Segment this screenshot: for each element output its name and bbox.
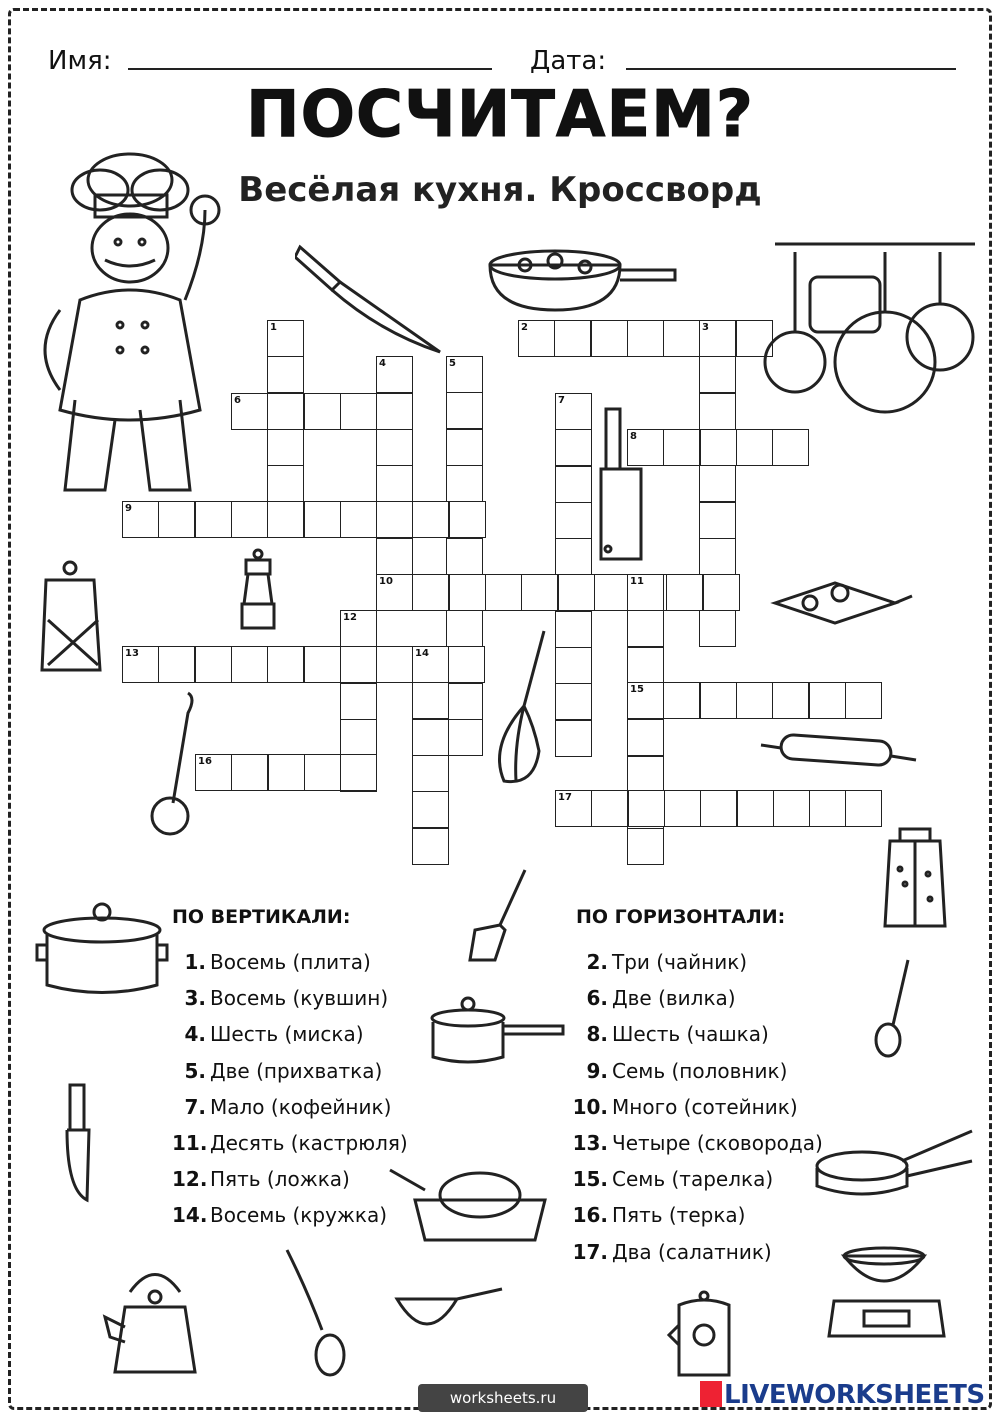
vertical-heading: ПО ВЕРТИКАЛИ: xyxy=(172,906,351,928)
date-field[interactable] xyxy=(626,68,956,70)
crossword-cell[interactable] xyxy=(628,790,665,827)
crossword-cell[interactable] xyxy=(158,646,195,683)
crossword-cell[interactable] xyxy=(555,466,592,503)
crossword-cell[interactable] xyxy=(195,646,232,683)
ladle-icon xyxy=(148,688,208,838)
vertical-clue xyxy=(172,1095,391,1119)
crossword-cell[interactable] xyxy=(703,574,740,611)
clue-text: Семь (половник) xyxy=(612,1058,788,1083)
crossword-cell[interactable] xyxy=(594,574,631,611)
kettle-icon xyxy=(100,1262,210,1382)
crossword-cell[interactable] xyxy=(412,719,449,756)
clue-text: Десять (кастрюля) xyxy=(210,1131,408,1155)
knife-small-icon xyxy=(62,1080,102,1205)
crossword-cell[interactable] xyxy=(376,646,413,683)
crossword-cell[interactable] xyxy=(663,682,700,719)
clue-text: Пять (терка) xyxy=(612,1203,746,1228)
chef-illustration xyxy=(20,150,230,500)
spatula-icon xyxy=(465,865,535,965)
clue-text: Шесть (миска) xyxy=(210,1022,364,1047)
vertical-clue xyxy=(172,1022,364,1046)
crossword-cell[interactable] xyxy=(304,646,341,683)
crossword-cell[interactable] xyxy=(521,574,558,611)
name-label: Имя: xyxy=(48,46,112,76)
rolling-pin-icon xyxy=(756,730,921,770)
footer-worksheets: worksheets.ru xyxy=(418,1384,588,1412)
date-label: Дата: xyxy=(530,46,607,76)
crossword-cell[interactable] xyxy=(412,682,449,719)
crossword-cell[interactable] xyxy=(700,682,737,719)
clue-number: 6. xyxy=(586,986,608,1011)
horizontal-clue xyxy=(572,1095,798,1119)
liveworksheets-label: LIVEWORKSHEETS xyxy=(724,1380,985,1410)
crossword-cell[interactable] xyxy=(446,392,483,429)
clue-number: 12. xyxy=(172,1167,208,1192)
crossword-cell[interactable] xyxy=(304,501,341,538)
oven-mitt-icon xyxy=(664,1290,744,1380)
crossword-cell[interactable] xyxy=(446,538,483,575)
vertical-clue xyxy=(172,1059,382,1083)
wok-icon xyxy=(485,245,680,315)
crossword-cell[interactable] xyxy=(446,429,483,466)
clue-number-13: 13 xyxy=(125,648,139,659)
crossword-cell[interactable] xyxy=(555,502,592,539)
crossword-cell[interactable] xyxy=(448,646,485,683)
crossword-cell[interactable] xyxy=(555,647,592,684)
crossword-cell[interactable] xyxy=(737,790,774,827)
sieve-icon xyxy=(392,1284,507,1339)
clue-text: Шесть (чашка) xyxy=(612,1022,769,1047)
liveworksheets-logo-icon xyxy=(700,1381,722,1407)
crossword-cell[interactable] xyxy=(554,320,591,357)
crossword-cell[interactable] xyxy=(158,501,195,538)
towel-icon xyxy=(38,560,103,680)
crossword-cell[interactable] xyxy=(340,646,377,683)
clue-number: 9. xyxy=(586,1058,608,1083)
clue-number-15: 15 xyxy=(630,684,644,695)
vertical-clue xyxy=(172,1167,350,1191)
roast-tray-icon xyxy=(385,1160,560,1250)
crossword-cell[interactable] xyxy=(627,719,664,756)
horizontal-clue xyxy=(572,1022,769,1046)
horizontal-clue xyxy=(572,1203,745,1227)
crossword-cell[interactable] xyxy=(555,611,592,648)
clue-number-14: 14 xyxy=(415,648,429,659)
crossword-cell[interactable] xyxy=(555,538,592,575)
clue-number: 13. xyxy=(572,1131,608,1155)
crossword-cell[interactable] xyxy=(627,756,664,793)
clue-text: Пять (ложка) xyxy=(210,1167,350,1192)
clue-number-9: 9 xyxy=(125,503,132,514)
footer-liveworksheets xyxy=(700,1380,985,1410)
crossword-cell[interactable] xyxy=(231,754,268,791)
vertical-clue xyxy=(172,986,388,1010)
clue-text: Восемь (кружка) xyxy=(210,1203,388,1228)
crossword-cell[interactable] xyxy=(376,465,413,502)
crossword-cell[interactable] xyxy=(267,356,304,393)
crossword-cell[interactable] xyxy=(591,790,628,827)
crossword-cell[interactable] xyxy=(376,538,413,575)
crossword-cell[interactable] xyxy=(699,610,736,647)
crossword-cell[interactable] xyxy=(700,429,737,466)
crossword-cell[interactable] xyxy=(304,754,341,791)
hanging-pans-icon xyxy=(760,232,980,417)
clue-number: 1. xyxy=(184,950,206,974)
vertical-clue xyxy=(172,950,371,974)
clue-number: 17. xyxy=(572,1239,608,1264)
crossword-cell[interactable] xyxy=(736,429,773,466)
horizontal-clue xyxy=(572,1131,823,1155)
crossword-cell[interactable] xyxy=(195,501,232,538)
clue-number-4: 4 xyxy=(379,358,386,369)
saucepan-icon xyxy=(428,994,568,1069)
knife-icon xyxy=(295,242,445,357)
crossword-cell[interactable] xyxy=(449,574,486,611)
crossword-cell[interactable] xyxy=(446,465,483,502)
clue-text: Два (салатник) xyxy=(612,1239,772,1264)
clue-text: Две (прихватка) xyxy=(210,1058,383,1083)
horizontal-clue xyxy=(572,986,736,1010)
clue-text: Много (сотейник) xyxy=(612,1094,798,1119)
crossword-cell[interactable] xyxy=(412,791,449,828)
crossword-cell[interactable] xyxy=(267,465,304,502)
crossword-cell[interactable] xyxy=(304,393,341,430)
crossword-cell[interactable] xyxy=(845,790,882,827)
clue-number: 3. xyxy=(184,986,206,1011)
clue-text: Семь (тарелка) xyxy=(612,1167,774,1192)
clue-number: 15. xyxy=(572,1167,608,1192)
vertical-clue xyxy=(172,1203,387,1227)
crossword-cell[interactable] xyxy=(231,646,268,683)
crossword-cell[interactable] xyxy=(267,393,304,430)
clue-number: 2. xyxy=(586,950,608,974)
crossword-cell[interactable] xyxy=(340,393,377,430)
clue-number: 5. xyxy=(184,1058,206,1083)
crossword-cell[interactable] xyxy=(627,610,664,647)
crossword-cell[interactable] xyxy=(627,647,664,684)
grater-icon xyxy=(880,824,950,929)
horizontal-clue xyxy=(572,1240,772,1264)
crossword-cell[interactable] xyxy=(699,356,736,393)
clue-number-10: 10 xyxy=(379,576,393,587)
crossword-cell[interactable] xyxy=(340,501,377,538)
clue-text: Четыре (сковорода) xyxy=(612,1131,823,1155)
clue-text: Две (вилка) xyxy=(612,986,736,1011)
crossword-cell[interactable] xyxy=(627,320,664,357)
clue-number: 10. xyxy=(572,1094,608,1119)
clue-number-17: 17 xyxy=(558,792,572,803)
crossword-cell[interactable] xyxy=(340,754,377,791)
vertical-clue xyxy=(172,1131,408,1155)
crossword-cell[interactable] xyxy=(809,790,846,827)
clue-number-11: 11 xyxy=(630,576,644,587)
crossword-cell[interactable] xyxy=(340,719,377,756)
crossword-cell[interactable] xyxy=(664,790,701,827)
pot-icon xyxy=(32,900,172,1000)
crossword-cell[interactable] xyxy=(446,719,483,756)
clue-number: 14. xyxy=(172,1203,208,1228)
crossword-cell[interactable] xyxy=(591,320,628,357)
clue-text: Восемь (кувшин) xyxy=(210,986,389,1011)
crossword-cell[interactable] xyxy=(412,574,449,611)
clue-text: Мало (кофейник) xyxy=(210,1094,392,1119)
clue-number-3: 3 xyxy=(702,322,709,333)
crossword-cell[interactable] xyxy=(809,682,846,719)
crossword-cell[interactable] xyxy=(845,682,882,719)
crossword-cell[interactable] xyxy=(663,320,700,357)
horizontal-clue xyxy=(572,1167,773,1191)
crossword-cell[interactable] xyxy=(773,790,810,827)
crossword-cell[interactable] xyxy=(376,501,413,538)
clue-number: 4. xyxy=(184,1022,206,1047)
horizontal-clue xyxy=(572,1059,787,1083)
crossword-cell[interactable] xyxy=(558,574,595,611)
clue-number-2: 2 xyxy=(521,322,528,333)
scale-icon xyxy=(824,1236,949,1341)
clue-text: Восемь (плита) xyxy=(210,950,371,974)
frying-pans-icon xyxy=(812,1126,977,1206)
crossword-cell[interactable] xyxy=(412,828,449,865)
clue-number-16: 16 xyxy=(198,756,212,767)
clue-number-1: 1 xyxy=(270,322,277,333)
horizontal-heading: ПО ГОРИЗОНТАЛИ: xyxy=(576,906,786,928)
page-subtitle: Весёлая кухня. Кроссворд xyxy=(238,170,762,210)
crossword-cell[interactable] xyxy=(412,501,449,538)
crossword-cell[interactable] xyxy=(772,682,809,719)
crossword-cell[interactable] xyxy=(700,790,737,827)
clue-number-12: 12 xyxy=(343,612,357,623)
crossword-cell[interactable] xyxy=(231,501,268,538)
clue-number-6: 6 xyxy=(234,395,241,406)
crossword-cell[interactable] xyxy=(267,501,304,538)
crossword-cell[interactable] xyxy=(446,610,483,647)
crossword-cell[interactable] xyxy=(663,429,700,466)
pepper-mill-icon xyxy=(238,548,278,633)
crossword-cell[interactable] xyxy=(449,501,486,538)
name-field[interactable] xyxy=(128,68,492,70)
clue-number: 11. xyxy=(172,1131,208,1155)
crossword-cell[interactable] xyxy=(699,465,736,502)
crossword-cell[interactable] xyxy=(772,429,809,466)
clue-number-7: 7 xyxy=(558,395,565,406)
crossword-cell[interactable] xyxy=(268,754,305,791)
clue-number: 16. xyxy=(572,1203,608,1228)
crossword-cell[interactable] xyxy=(376,429,413,466)
crossword-cell[interactable] xyxy=(485,574,522,611)
crossword-cell[interactable] xyxy=(627,828,664,865)
cutting-board-icon xyxy=(770,578,915,628)
crossword-cell[interactable] xyxy=(446,683,483,720)
page-title: ПОСЧИТАЕМ? xyxy=(246,78,754,152)
crossword-cell[interactable] xyxy=(267,429,304,466)
clue-number: 7. xyxy=(184,1094,206,1119)
crossword-cell[interactable] xyxy=(412,755,449,792)
spoon-icon xyxy=(282,1245,352,1380)
horizontal-clue xyxy=(572,950,747,974)
clue-number-5: 5 xyxy=(449,358,456,369)
crossword-cell[interactable] xyxy=(340,683,377,720)
cleaver-icon xyxy=(596,404,646,564)
crossword-cell[interactable] xyxy=(555,683,592,720)
crossword-cell[interactable] xyxy=(376,393,413,430)
crossword-cell[interactable] xyxy=(699,393,736,430)
crossword-cell[interactable] xyxy=(555,720,592,757)
crossword-cell[interactable] xyxy=(555,429,592,466)
whisk-icon xyxy=(484,626,554,791)
clue-text: Три (чайник) xyxy=(612,950,748,974)
crossword-cell[interactable] xyxy=(267,646,304,683)
slotted-spoon-icon xyxy=(868,955,918,1060)
crossword-cell[interactable] xyxy=(699,538,736,575)
crossword-cell[interactable] xyxy=(699,502,736,539)
crossword-cell[interactable] xyxy=(666,574,703,611)
clue-number: 8. xyxy=(586,1022,608,1047)
crossword-cell[interactable] xyxy=(736,682,773,719)
clue-number-8: 8 xyxy=(630,431,637,442)
